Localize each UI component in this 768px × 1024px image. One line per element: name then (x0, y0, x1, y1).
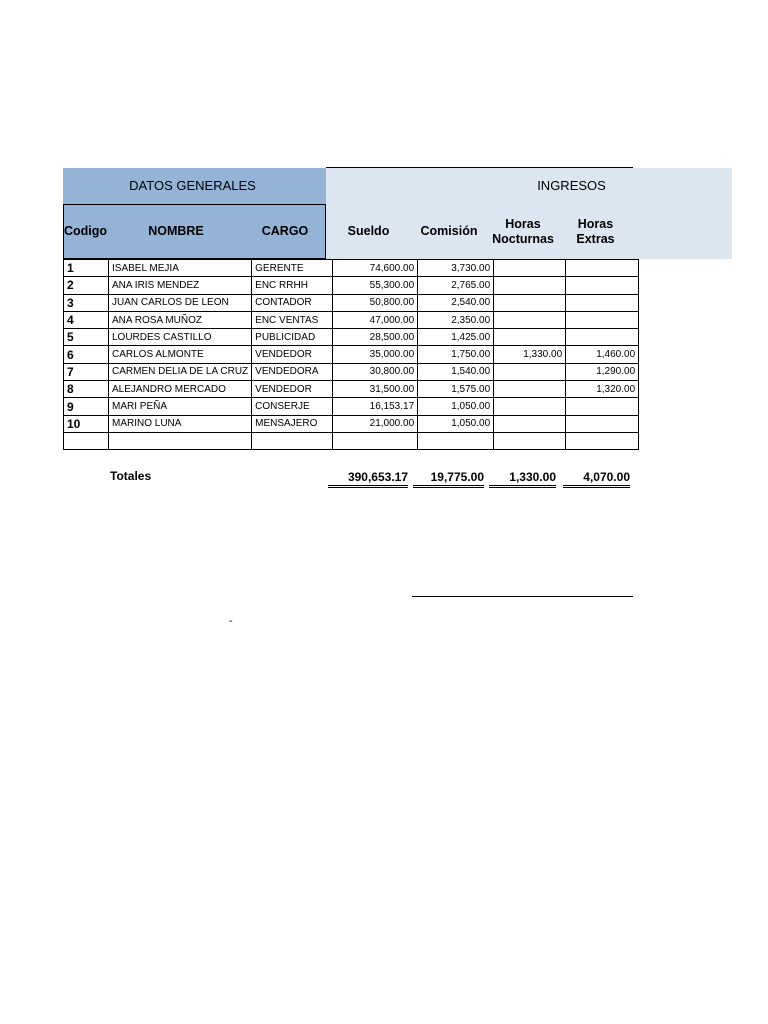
col-header-horas-extras: Horas Extras (576, 216, 615, 246)
cell-horas-extras[interactable] (566, 294, 639, 311)
table-row (64, 311, 639, 328)
cell-codigo[interactable] (64, 432, 109, 449)
table-row (64, 398, 639, 415)
cell-horas-extras[interactable] (566, 260, 639, 277)
cell-codigo[interactable]: 3 (64, 294, 109, 311)
col-header-cargo: CARGO (245, 204, 326, 259)
table-row (64, 329, 639, 346)
cell-codigo[interactable]: 4 (64, 311, 109, 328)
cell-cargo[interactable]: PUBLICIDAD (252, 329, 333, 346)
table-row (64, 346, 639, 363)
cell-cargo[interactable]: VENDEDOR (252, 346, 333, 363)
cell-codigo[interactable]: 6 (64, 346, 109, 363)
total-horas-extras: 4,070.00 (563, 470, 630, 488)
cell-cargo[interactable]: CONSERJE (252, 398, 333, 415)
cell-sueldo[interactable]: 30,800.00 (333, 363, 418, 380)
total-sueldo: 390,653.17 (328, 470, 408, 488)
cell-cargo[interactable]: MENSAJERO (252, 415, 333, 432)
cell-horas-nocturnas[interactable] (494, 260, 566, 277)
cell-horas-nocturnas[interactable] (494, 363, 566, 380)
cell-comision[interactable]: 2,540.00 (418, 294, 494, 311)
cell-codigo[interactable]: 9 (64, 398, 109, 415)
total-horas-nocturnas: 1,330.00 (489, 470, 556, 488)
cell-codigo[interactable]: 8 (64, 381, 109, 398)
table-row (64, 363, 639, 380)
cell-nombre[interactable]: CARMEN DELIA DE LA CRUZ (109, 363, 252, 380)
cell-horas-nocturnas[interactable] (494, 277, 566, 294)
stray-mark: - (229, 615, 233, 627)
cell-sueldo[interactable]: 35,000.00 (333, 346, 418, 363)
cell-cargo[interactable]: VENDEDOR (252, 381, 333, 398)
cell-horas-extras[interactable] (566, 329, 639, 346)
table-row (64, 381, 639, 398)
cell-nombre[interactable] (109, 432, 252, 449)
cell-nombre[interactable]: LOURDES CASTILLO (109, 329, 252, 346)
total-comision: 19,775.00 (413, 470, 484, 488)
cell-sueldo[interactable]: 31,500.00 (333, 381, 418, 398)
cell-nombre[interactable]: MARINO LUNA (109, 415, 252, 432)
cell-comision[interactable]: 1,050.00 (418, 398, 494, 415)
cell-nombre[interactable]: JUAN CARLOS DE LEON (109, 294, 252, 311)
table-row (64, 277, 639, 294)
cell-comision[interactable] (418, 432, 494, 449)
totals-label: Totales (110, 469, 152, 483)
table-row (64, 294, 639, 311)
cell-horas-extras[interactable] (566, 398, 639, 415)
table-row (64, 260, 639, 277)
cell-sueldo[interactable]: 47,000.00 (333, 311, 418, 328)
signature-line (412, 596, 633, 597)
cell-horas-extras[interactable]: 1,320.00 (566, 381, 639, 398)
payroll-table (63, 259, 639, 450)
cell-comision[interactable]: 2,350.00 (418, 311, 494, 328)
cell-horas-nocturnas[interactable] (494, 311, 566, 328)
col-header-sueldo: Sueldo (347, 224, 390, 238)
cell-codigo[interactable]: 5 (64, 329, 109, 346)
cell-comision[interactable]: 1,750.00 (418, 346, 494, 363)
cell-horas-nocturnas[interactable] (494, 294, 566, 311)
group-title-datos-generales: DATOS GENERALES (129, 178, 256, 193)
cell-sueldo[interactable]: 28,500.00 (333, 329, 418, 346)
cell-sueldo[interactable]: 55,300.00 (333, 277, 418, 294)
cell-horas-extras[interactable] (566, 277, 639, 294)
cell-nombre[interactable]: MARI PEÑA (109, 398, 252, 415)
table-row (64, 432, 639, 449)
cell-horas-nocturnas[interactable] (494, 329, 566, 346)
col-header-codigo: Codigo (63, 204, 108, 259)
cell-sueldo[interactable] (333, 432, 418, 449)
cell-horas-extras[interactable] (566, 311, 639, 328)
cell-horas-nocturnas[interactable]: 1,330.00 (494, 346, 566, 363)
col-header-horas-nocturnas: Horas Nocturnas (492, 216, 554, 246)
cell-cargo[interactable]: GERENTE (252, 260, 333, 277)
col-header-comision: Comisión (420, 224, 478, 238)
cell-cargo[interactable] (252, 432, 333, 449)
cell-sueldo[interactable]: 50,800.00 (333, 294, 418, 311)
cell-comision[interactable]: 3,730.00 (418, 260, 494, 277)
cell-nombre[interactable]: CARLOS ALMONTE (109, 346, 252, 363)
cell-comision[interactable]: 1,425.00 (418, 329, 494, 346)
table-row (64, 415, 639, 432)
cell-cargo[interactable]: ENC RRHH (252, 277, 333, 294)
cell-sueldo[interactable]: 16,153.17 (333, 398, 418, 415)
cell-horas-extras[interactable] (566, 432, 639, 449)
cell-codigo[interactable]: 1 (64, 260, 109, 277)
cell-cargo[interactable]: ENC VENTAS (252, 311, 333, 328)
cell-nombre[interactable]: ANA ROSA MUÑOZ (109, 311, 252, 328)
group-title-ingresos: INGRESOS (537, 178, 606, 193)
cell-codigo[interactable]: 10 (64, 415, 109, 432)
cell-comision[interactable]: 1,575.00 (418, 381, 494, 398)
cell-horas-nocturnas[interactable] (494, 398, 566, 415)
cell-nombre[interactable]: ISABEL MEJIA (109, 260, 252, 277)
cell-codigo[interactable]: 7 (64, 363, 109, 380)
cell-horas-extras[interactable] (566, 415, 639, 432)
col-header-nombre: NOMBRE (107, 204, 246, 259)
cell-nombre[interactable]: ANA IRIS MENDEZ (109, 277, 252, 294)
cell-comision[interactable]: 1,540.00 (418, 363, 494, 380)
cell-comision[interactable]: 1,050.00 (418, 415, 494, 432)
cell-horas-extras[interactable]: 1,290.00 (566, 363, 639, 380)
cell-horas-nocturnas[interactable] (494, 432, 566, 449)
cell-nombre[interactable]: ALEJANDRO MERCADO (109, 381, 252, 398)
cell-cargo[interactable]: CONTADOR (252, 294, 333, 311)
cell-horas-nocturnas[interactable] (494, 415, 566, 432)
cell-sueldo[interactable]: 21,000.00 (333, 415, 418, 432)
cell-codigo[interactable]: 2 (64, 277, 109, 294)
cell-cargo[interactable]: VENDEDORA (252, 363, 333, 380)
cell-horas-nocturnas[interactable] (494, 381, 566, 398)
cell-sueldo[interactable]: 74,600.00 (333, 260, 418, 277)
cell-horas-extras[interactable]: 1,460.00 (566, 346, 639, 363)
cell-comision[interactable]: 2,765.00 (418, 277, 494, 294)
